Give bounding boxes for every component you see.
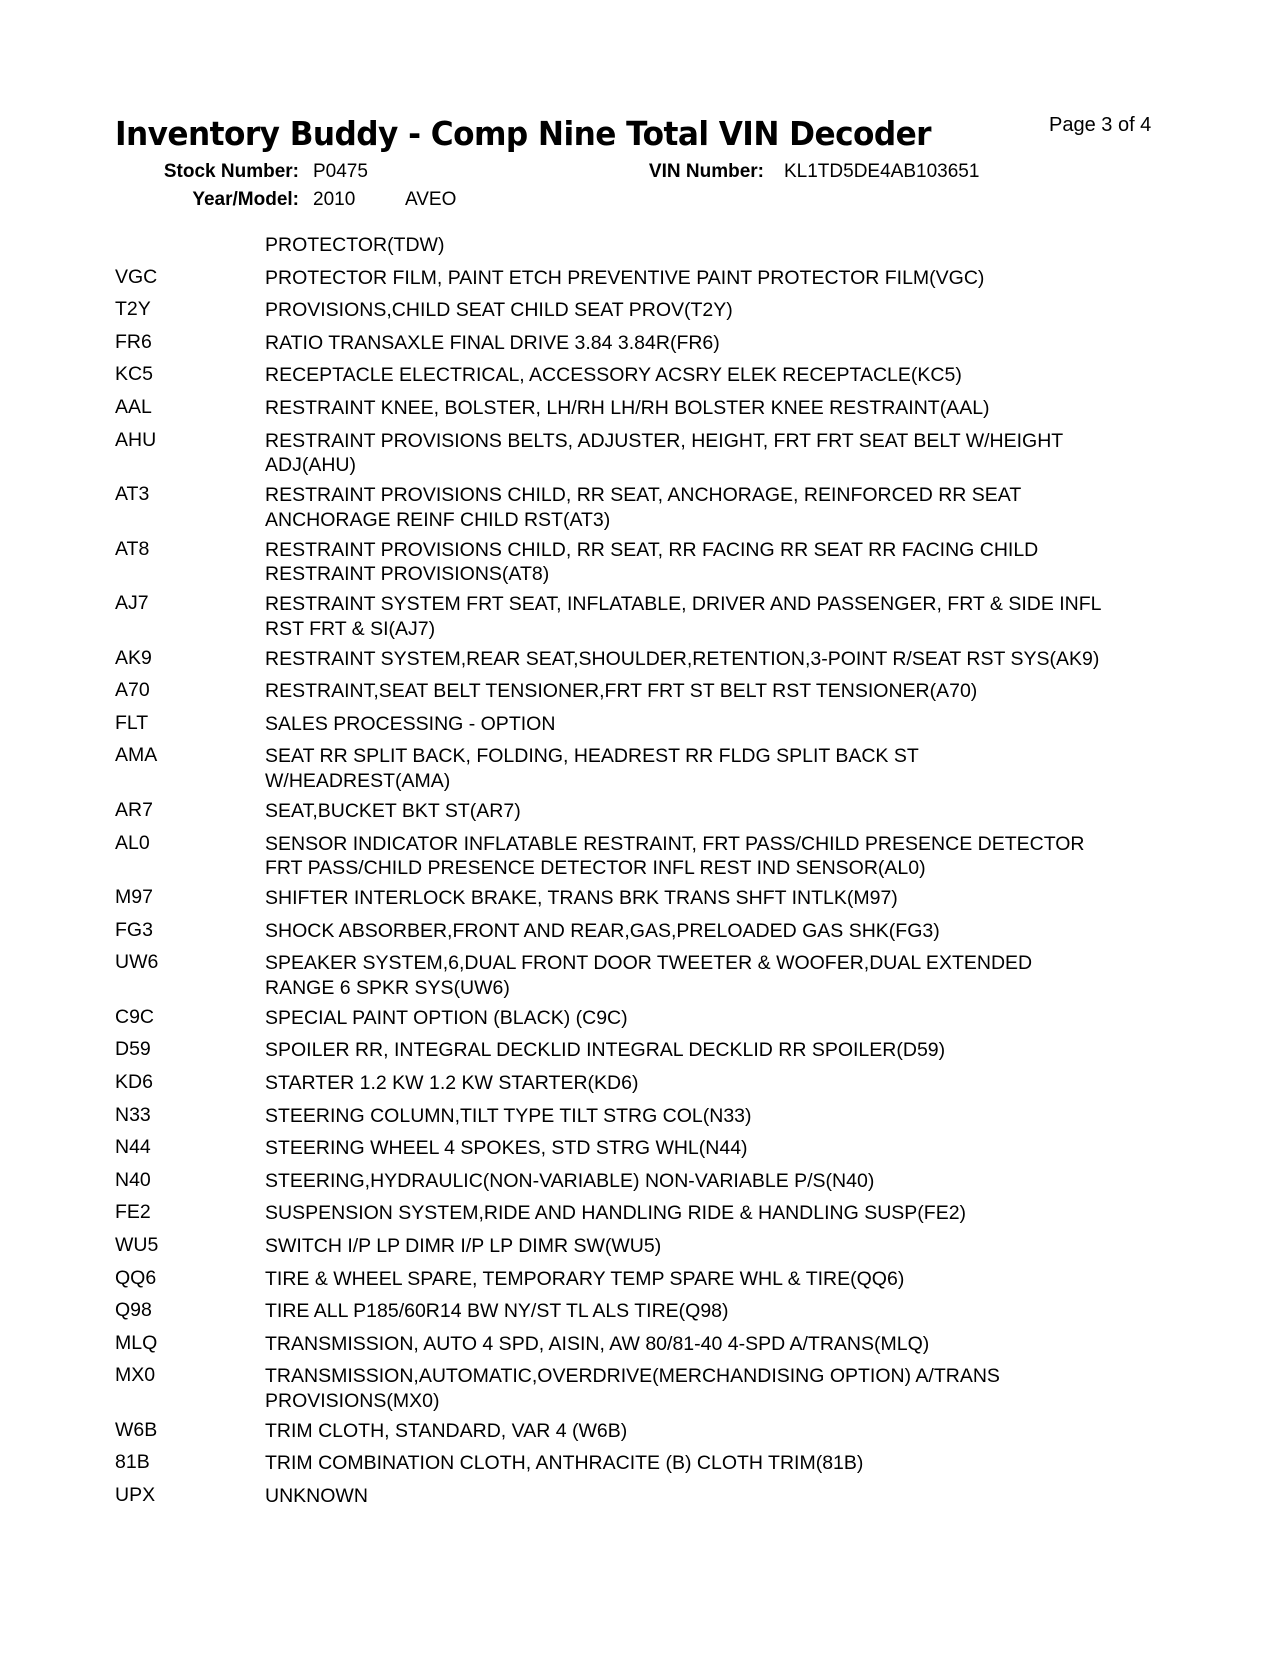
option-description-line: FRT PASS/CHILD PRESENCE DETECTOR INFL REST IND SENSOR(AL0) [265, 857, 926, 879]
option-code: FR6 [115, 330, 152, 353]
option-description-line: TRANSMISSION, AUTO 4 SPD, AISIN, AW 80/81-40 4-SPD A/TRANS(MLQ) [265, 1332, 930, 1355]
option-description [265, 1234, 661, 1259]
option-description [265, 832, 1085, 881]
option-description [265, 233, 444, 258]
option-description-line: SPECIAL PAINT OPTION (BLACK) (C9C) [265, 1006, 628, 1029]
option-description-line: RST FRT & SI(AJ7) [265, 617, 436, 640]
option-description-line: PROVISIONS(MX0) [265, 1389, 440, 1412]
option-code: AK9 [115, 646, 152, 669]
option-code: M97 [115, 886, 153, 908]
option-description [265, 1419, 627, 1444]
option-description [265, 1136, 748, 1161]
option-code: UW6 [115, 951, 159, 974]
option-description [265, 396, 990, 421]
option-description-line: STARTER 1.2 KW 1.2 KW STARTER(KD6) [265, 1071, 639, 1094]
option-code: N44 [115, 1136, 151, 1159]
option-description-line: UNKNOWN [265, 1485, 368, 1507]
model-value: AVEO [405, 189, 457, 210]
year-model-label: Year/Model: [192, 189, 299, 210]
option-code: MLQ [115, 1331, 158, 1354]
option-code: AMA [115, 744, 158, 767]
option-description-line: PROTECTOR FILM, PAINT ETCH PREVENTIVE PAINT PROTECTOR FILM(VGC) [265, 266, 985, 289]
option-description [265, 1451, 863, 1476]
option-description [265, 1332, 929, 1357]
option-description-line: RANGE 6 SPKR SYS(UW6) [265, 976, 510, 999]
option-code: KC5 [115, 363, 153, 386]
option-description [265, 298, 733, 323]
option-description-line: RESTRAINT PROVISIONS CHILD, RR SEAT, ANCHORAGE, REINFORCED RR SEAT [265, 484, 1022, 507]
option-description-line: PROTECTOR(TDW) [265, 234, 445, 256]
option-code: KD6 [115, 1070, 153, 1093]
option-description [265, 363, 962, 388]
option-description-line: RESTRAINT SYSTEM,REAR SEAT,SHOULDER,RETENTION,3-POINT R/SEAT RST SYS(AK9) [265, 647, 1100, 670]
option-code: A70 [115, 679, 150, 702]
page-indicator: Page 3 of 4 [1049, 114, 1152, 136]
option-description-line: SENSOR INDICATOR INFLATABLE RESTRAINT, FRT PASS/CHILD PRESENCE DETECTOR [265, 832, 1085, 855]
option-description [265, 886, 898, 911]
option-code: C9C [115, 1005, 155, 1028]
option-description-line: TIRE ALL P185/60R14 BW NY/ST TL ALS TIRE(Q98) [265, 1300, 729, 1323]
option-code: D59 [115, 1038, 151, 1061]
option-code: VGC [115, 265, 158, 288]
option-description [265, 1201, 966, 1226]
option-description [265, 1299, 729, 1324]
option-code: MX0 [115, 1364, 156, 1387]
option-description-line: ANCHORAGE REINF CHILD RST(AT3) [265, 508, 611, 531]
option-code: 81B [115, 1451, 150, 1474]
option-code: N40 [115, 1168, 151, 1191]
option-description-line: TRIM CLOTH, STANDARD, VAR 4 (W6B) [265, 1419, 628, 1442]
option-description [265, 483, 1021, 532]
vin-number-value: KL1TD5DE4AB103651 [784, 161, 980, 182]
option-description-line: SPEAKER SYSTEM,6,DUAL FRONT DOOR TWEETER & WOOFER,DUAL EXTENDED [265, 952, 1033, 975]
option-code: AHU [115, 428, 157, 451]
option-description [265, 647, 1099, 672]
option-description-line: SEAT RR SPLIT BACK, FOLDING, HEADREST RR FLDG SPLIT BACK ST [265, 745, 919, 768]
option-description-line: STEERING WHEEL 4 SPOKES, STD STRG WHL(N44) [265, 1137, 748, 1160]
option-description-line: RESTRAINT PROVISIONS BELTS, ADJUSTER, HEIGHT, FRT FRT SEAT BELT W/HEIGHT [265, 429, 1064, 452]
option-description-line: RESTRAINT,SEAT BELT TENSIONER,FRT FRT ST BELT RST TENSIONER(A70) [265, 680, 978, 703]
option-code: AT8 [115, 537, 150, 560]
year-value: 2010 [313, 189, 356, 210]
vin-number-label: VIN Number: [648, 161, 764, 182]
option-description-line: RESTRAINT KNEE, BOLSTER, LH/RH LH/RH BOLSTER KNEE RESTRAINT(AAL) [265, 397, 990, 419]
option-description [265, 919, 940, 944]
option-description-line: SHOCK ABSORBER,FRONT AND REAR,GAS,PRELOADED GAS SHK(FG3) [265, 919, 940, 942]
option-description [265, 1006, 628, 1031]
option-code: AJ7 [115, 592, 149, 615]
option-code: WU5 [115, 1233, 159, 1256]
option-description-line: SWITCH I/P LP DIMR I/P LP DIMR SW(WU5) [265, 1234, 662, 1257]
option-description [265, 429, 1063, 478]
option-code: AR7 [115, 798, 153, 821]
stock-number-label: Stock Number: [163, 161, 299, 182]
option-code: AT3 [115, 483, 150, 506]
option-description [265, 712, 555, 737]
option-description [265, 1071, 638, 1096]
option-code: AL0 [115, 831, 150, 854]
option-description-line: W/HEADREST(AMA) [265, 769, 451, 792]
stock-number-value: P0475 [313, 161, 368, 182]
option-description-line: SUSPENSION SYSTEM,RIDE AND HANDLING RIDE & HANDLING SUSP(FE2) [265, 1202, 967, 1225]
option-description-line: RECEPTACLE ELECTRICAL, ACCESSORY ACSRY ELEK RECEPTACLE(KC5) [265, 364, 962, 387]
option-description-line: TRANSMISSION,AUTOMATIC,OVERDRIVE(MERCHANDISING OPTION) A/TRANS [265, 1365, 1000, 1388]
option-code: FE2 [115, 1201, 151, 1224]
option-code: UPX [115, 1484, 156, 1506]
option-code: W6B [115, 1418, 158, 1441]
option-code: AAL [115, 396, 152, 418]
option-description-line: SPOILER RR, INTEGRAL DECKLID INTEGRAL DECKLID RR SPOILER(D59) [265, 1039, 946, 1062]
option-description-line: RATIO TRANSAXLE FINAL DRIVE 3.84 3.84R(FR6) [265, 331, 720, 354]
option-description [265, 744, 919, 793]
option-description-line: SALES PROCESSING - OPTION [265, 712, 556, 735]
option-description [265, 266, 984, 291]
option-description [265, 1038, 945, 1063]
option-description [265, 1484, 368, 1509]
option-code: QQ6 [115, 1266, 157, 1289]
option-description [265, 1104, 752, 1129]
option-description-line: SHIFTER INTERLOCK BRAKE, TRANS BRK TRANS SHFT INTLK(M97) [265, 887, 898, 909]
option-description [265, 538, 1038, 587]
option-description-line: RESTRAINT PROVISIONS(AT8) [265, 563, 550, 586]
option-description-line: STEERING,HYDRAULIC(NON-VARIABLE) NON-VARIABLE P/S(N40) [265, 1169, 875, 1192]
option-code: Q98 [115, 1299, 152, 1322]
option-code: FLT [115, 711, 149, 734]
option-description [265, 1267, 904, 1292]
option-description [265, 1169, 874, 1194]
option-description [265, 592, 1102, 641]
page-title: Inventory Buddy - Comp Nine Total VIN Decoder [115, 114, 932, 153]
option-description-line: TIRE & WHEEL SPARE, TEMPORARY TEMP SPARE WHL & TIRE(QQ6) [265, 1267, 905, 1290]
option-code: N33 [115, 1103, 151, 1126]
option-description [265, 799, 521, 824]
option-description-line: RESTRAINT SYSTEM FRT SEAT, INFLATABLE, DRIVER AND PASSENGER, FRT & SIDE INFL [265, 593, 1102, 616]
option-code: FG3 [115, 918, 153, 941]
option-code: T2Y [115, 298, 151, 321]
option-description [265, 1364, 1000, 1413]
option-description-line: TRIM COMBINATION CLOTH, ANTHRACITE (B) CLOTH TRIM(81B) [265, 1452, 864, 1475]
option-description-line: ADJ(AHU) [265, 454, 356, 477]
option-description-line: STEERING COLUMN,TILT TYPE TILT STRG COL(N33) [265, 1104, 752, 1127]
option-description-line: RESTRAINT PROVISIONS CHILD, RR SEAT, RR FACING RR SEAT RR FACING CHILD [265, 538, 1039, 561]
option-description [265, 331, 720, 356]
option-description [265, 679, 977, 704]
option-description-line: SEAT,BUCKET BKT ST(AR7) [265, 799, 521, 822]
option-description [265, 951, 1032, 1000]
option-description-line: PROVISIONS,CHILD SEAT CHILD SEAT PROV(T2Y) [265, 299, 733, 322]
